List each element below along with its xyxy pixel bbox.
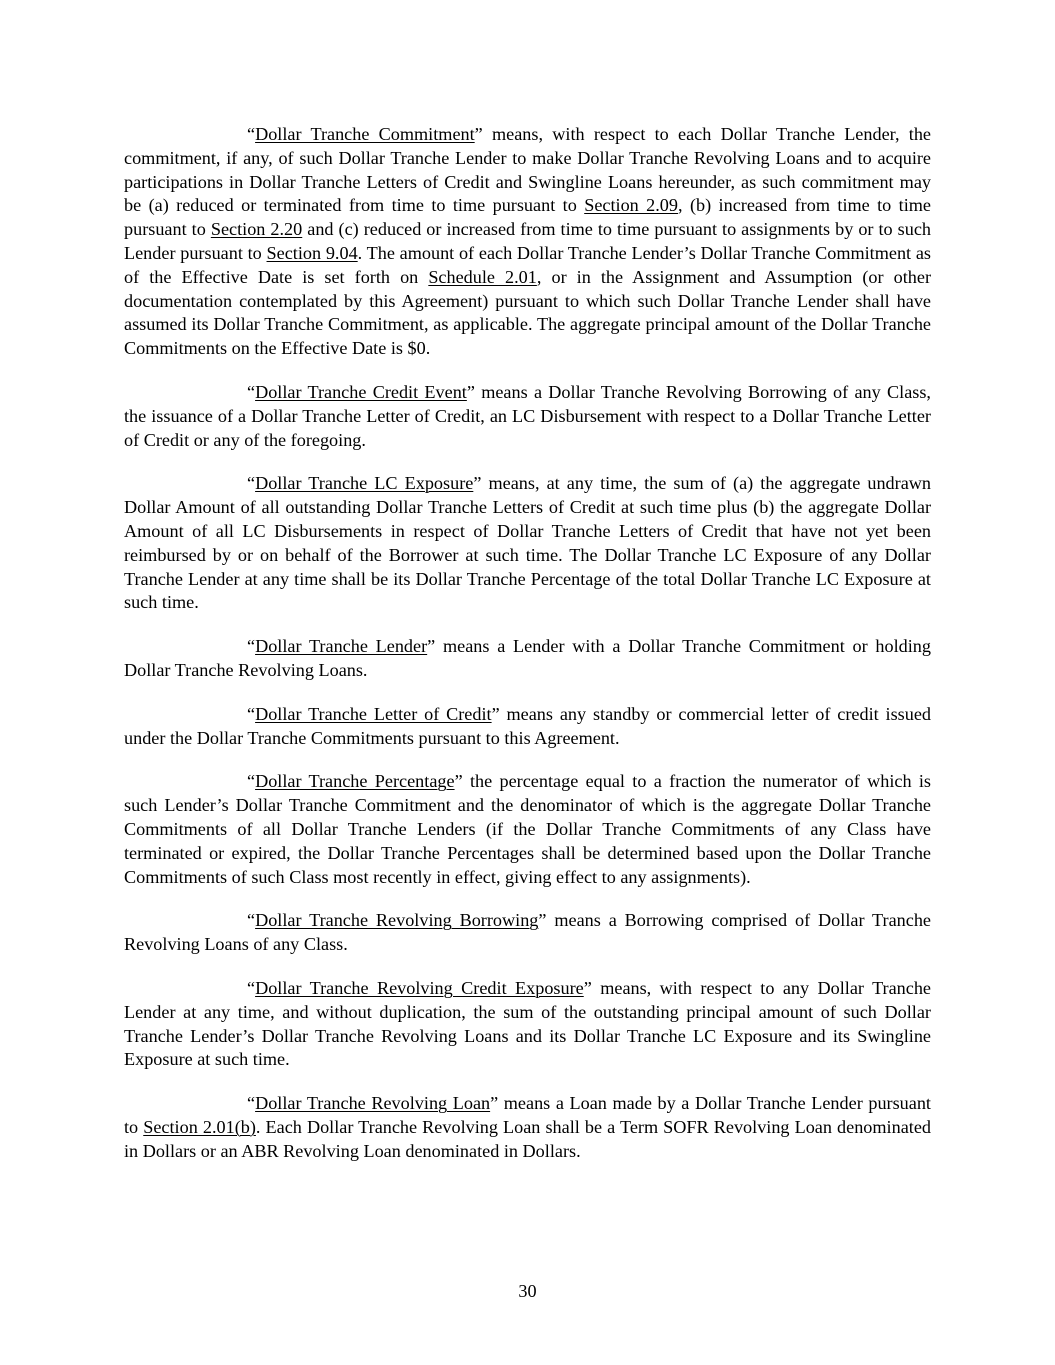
definition-text: and (c) reduced or increased from time to time pursuant to assignments by or to such Lender pursuant to — [124, 219, 931, 263]
definition-text: ” the percentage equal to a fraction the numerator of which is such Lender’s Dollar Tranche Commitment and the denominator of which is the aggregate Dollar Tranche Commitments of all Dollar Tranche Lenders (if the Dollar Tranche Commitments of any Class have terminated or expired, the Dollar Tranche Percentages shall be determined based upon the Dollar Tranche Commitments of such Class most recently in effect, giving effect to any assignments). — [124, 771, 932, 887]
defined-term: Dollar Tranche Lender — [255, 636, 428, 657]
cross-reference: Section 2.09 — [584, 195, 678, 216]
definition-paragraph: “Dollar Tranche Revolving Credit Exposure” means, with respect to any Dollar Tranche Lender at any time, and without duplication, the sum of the outstanding principal amount of such Dollar Tranche Lender’s Dollar Tranche Revolving Loans and its Dollar Tranche LC Exposure and its Swingline Exposure at such time. — [124, 977, 932, 1070]
cross-reference: Section 2.20 — [210, 219, 303, 240]
definition-text: ” means a Dollar Tranche Revolving Borrowing of any Class, the issuance of a Dollar Tranche Letter of Credit, an LC Disbursement with respect to a Dollar Tranche Letter of Credit or any of the foregoing. — [124, 381, 931, 450]
definition-paragraph: “Dollar Tranche Lender” means a Lender with a Dollar Tranche Commitment or holding Dollar Tranche Revolving Loans. — [124, 636, 931, 680]
definition-text: , (b) increased from time to time pursuant to — [124, 195, 931, 240]
defined-term: Dollar Tranche Commitment — [255, 124, 475, 144]
definition-text: ” means a Lender with a Dollar Tranche Commitment or holding Dollar Tranche Revolving Loans. — [124, 636, 931, 680]
definition-text: ” means, at any time, the sum of (a) the aggregate undrawn Dollar Amount of all outstanding Dollar Tranche Letters of Credit at such time plus (b) the aggregate Dollar Amount of all LC Disbursements in respect of Dollar Tranche Letters of Credit that have not yet been reimbursed by or on behalf of the Borrower at such time. The Dollar Tranche LC Exposure of any Dollar Tranche Lender at any time shall be its Dollar Tranche Percentage of the total Dollar Tranche LC Exposure at such time. — [124, 473, 931, 613]
definition-paragraph: “Dollar Tranche Credit Event” means a Dollar Tranche Revolving Borrowing of any Class, the issuance of a Dollar Tranche Letter of Credit, an LC Disbursement with respect to a Dollar Tranche Letter of Credit or any of the foregoing. — [124, 381, 931, 450]
definition-paragraph: “Dollar Tranche Commitment” means, with respect to each Dollar Tranche Lender, the commitment, if any, of such Dollar Tranche Lender to make Dollar Tranche Revolving Loans and to acquire participations in Dollar Tranche Letters of Credit and Swingline Loans hereunder, as such commitment may be (a) reduced or terminated from time to time pursuant to Section 2.09, (b) increased from time to time pursuant to Section 2.20 and (c) reduced or increased from time to time pursuant to assignments by or to such Lender pursuant to Section 9.04. The amount of each Dollar Tranche Lender’s Dollar Tranche Commitment as of the Effective Date is set forth on Schedule 2.01, or in the Assignment and Assumption (or other documentation contemplated by this Agreement) pursuant to which such Dollar Tranche Lender shall have assumed its Dollar Tranche Commitment, as applicable. The aggregate principal amount of the Dollar Tranche Commitments on the Effective Date is $0. — [124, 124, 932, 359]
defined-term: Dollar Tranche Revolving Borrowing — [255, 910, 539, 931]
defined-term: Dollar Tranche LC Exposure — [255, 473, 474, 494]
defined-term: Dollar Tranche Revolving Credit Exposure — [255, 977, 584, 998]
defined-term: Dollar Tranche Credit Event — [255, 381, 467, 402]
definition-paragraph: “Dollar Tranche Percentage” the percentage equal to a fraction the numerator of which is such Lender’s Dollar Tranche Commitment and the denominator of which is the aggregate Dollar Tranche Commitments of all Dollar Tranche Lenders (if the Dollar Tranche Commitments of any Class have terminated or expired, the Dollar Tranche Percentages shall be determined based upon the Dollar Tranche Commitments of such Class most recently in effect, giving effect to any assignments). — [124, 771, 932, 887]
definition-text: . The amount of each Dollar Tranche Lender’s Dollar Tranche Commitment as of the Effective Date is set forth on — [124, 242, 931, 287]
page-number: 30 — [518, 1281, 537, 1301]
definition-paragraph: “Dollar Tranche Letter of Credit” means any standby or commercial letter of credit issued under the Dollar Tranche Commitments pursuant to this Agreement. — [124, 703, 932, 748]
definition-paragraph: “Dollar Tranche LC Exposure” means, at any time, the sum of (a) the aggregate undrawn Dollar Amount of all outstanding Dollar Tranche Letters of Credit at such time plus (b) the aggregate Dollar Amount of all LC Disbursements in respect of Dollar Tranche Letters of Credit that have not yet been reimbursed by or on behalf of the Borrower at such time. The Dollar Tranche LC Exposure of any Dollar Tranche Lender at any time shall be its Dollar Tranche Percentage of the total Dollar Tranche LC Exposure at such time. — [124, 473, 931, 613]
definition-text: , or in the Assignment and Assumption (or other documentation contemplated by this Agreement) pursuant to which such Dollar Tranche Lender shall have assumed its Dollar Tranche Commitment, as applicable. The aggregate principal amount of the Dollar Tranche Commitments on the Effective Date is $0. — [124, 266, 932, 359]
defined-term: Dollar Tranche Percentage — [255, 771, 455, 792]
definition-paragraph: “Dollar Tranche Revolving Borrowing” means a Borrowing comprised of Dollar Tranche Revolving Loans of any Class. — [124, 910, 931, 955]
cross-reference: Schedule 2.01 — [428, 266, 537, 287]
definition-text: ” means, with respect to each Dollar Tranche Lender, the commitment, if any, of such Dollar Tranche Lender to make Dollar Tranche Revolving Loans and to acquire participations in Dollar Tranche Letters of Credit and Swingline Loans hereunder, as such commitment may be (a) reduced or terminated from time to time pursuant to — [124, 124, 931, 216]
cross-reference: Section 2.01(b) — [143, 1116, 256, 1137]
cross-reference: Section 9.04 — [266, 242, 358, 263]
definition-text: ” means a Borrowing comprised of Dollar Tranche Revolving Loans of any Class. — [124, 910, 931, 955]
definition-text: ” means, with respect to any Dollar Tranche Lender at any time, and without duplication, the sum of the outstanding principal amount of such Dollar Tranche Lender’s Dollar Tranche Revolving Loans and its Dollar Tranche LC Exposure and its Swingline Exposure at such time. — [124, 977, 932, 1070]
definition-text: ” means any standby or commercial letter of credit issued under the Dollar Tranche Commitments pursuant to this Agreement. — [124, 703, 932, 748]
defined-term: Dollar Tranche Revolving Loan — [255, 1093, 491, 1114]
definitions-list — [124, 123, 931, 1183]
definition-paragraph: “Dollar Tranche Revolving Loan” means a Loan made by a Dollar Tranche Lender pursuant to Section 2.01(b). Each Dollar Tranche Revolving Loan shall be a Term SOFR Revolving Loan denominated in Dollars or an ABR Revolving Loan denominated in Dollars. — [124, 1093, 931, 1161]
definition-text: ” means a Loan made by a Dollar Tranche Lender pursuant to — [124, 1093, 931, 1137]
defined-term: Dollar Tranche Letter of Credit — [255, 703, 492, 724]
definition-text: . Each Dollar Tranche Revolving Loan shall be a Term SOFR Revolving Loan denominated in Dollars or an ABR Revolving Loan denominated in Dollars. — [124, 1116, 931, 1161]
